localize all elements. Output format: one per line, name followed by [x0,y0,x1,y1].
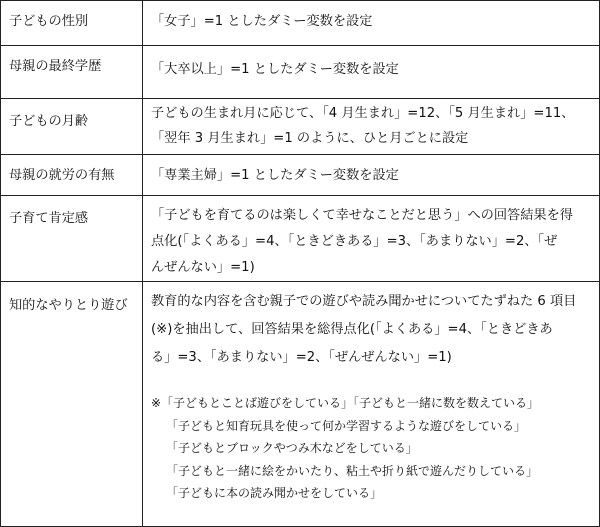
table-row [1,1,600,46]
row-description [143,196,600,282]
description-line: 教育的な内容を含む親子での遊びや読み聞かせについてたずねた 6 項目 [151,294,577,309]
description-line: 「翌年 3 月生まれ」=1 のように、ひと月ごとに設定 [151,131,469,146]
description-line: 点化(「よくある」=4、「ときどきある」=3、「あまりない」=2、「ぜ [151,234,558,249]
description-line: 「大卒以上」=1 としたダミー変数を設定 [151,62,399,77]
description-line: んぜんない」=1) [151,260,255,275]
description-line: る」=3、「あまりない」=2、「ぜんぜんない」=1) [151,350,452,365]
description-line: 「女子」=1 としたダミー変数を設定 [151,14,373,29]
row-label: 母親の就労の有無 [1,155,143,196]
table-row [1,99,600,155]
row-label: 子どもの月齢 [1,99,143,155]
row-description [143,282,600,527]
footnote-item: ※「子どもとことば遊びをしている」「子どもと一緒に数を数えている」 [151,396,540,410]
description-line: 「子どもを育てるのは楽しくて幸せなことだと思う」への回答結果を得 [151,208,573,223]
footnote-list [151,392,593,505]
row-label: 母親の最終学歴 [1,46,143,99]
table-row [1,282,600,527]
row-description [143,46,600,99]
table-row [1,155,600,196]
footnote-item: 「子どもに本の読み聞かせをしている」 [166,486,383,500]
row-label: 子どもの性別 [1,1,143,46]
table-row [1,46,600,99]
footnote-item: 「子どもと一緒に絵をかいたり、粘土や折り紙で遊んだりしている」 [166,463,539,478]
row-description [143,155,600,196]
footnote-item: 「子どもと知育玩具を使って何か学習するような遊びをしている」 [166,418,527,433]
footnote-item: 「子どもとブロックやつみ木などをしている」 [166,441,418,455]
row-label: 子育て肯定感 [1,196,143,282]
table-row [1,196,600,282]
description-line: (※)を抽出して、回答結果を総得点化(「よくある」=4、「ときどきあ [151,322,553,337]
row-description [143,99,600,155]
description-line: 子どもの生まれ月に応じて、「4 月生まれ」=12、「5 月生まれ」=11、 [151,106,575,121]
description-line: 「専業主婦」=1 としたダミー変数を設定 [151,168,399,183]
row-label: 知的なやりとり遊び [1,282,143,527]
row-description [143,1,600,46]
